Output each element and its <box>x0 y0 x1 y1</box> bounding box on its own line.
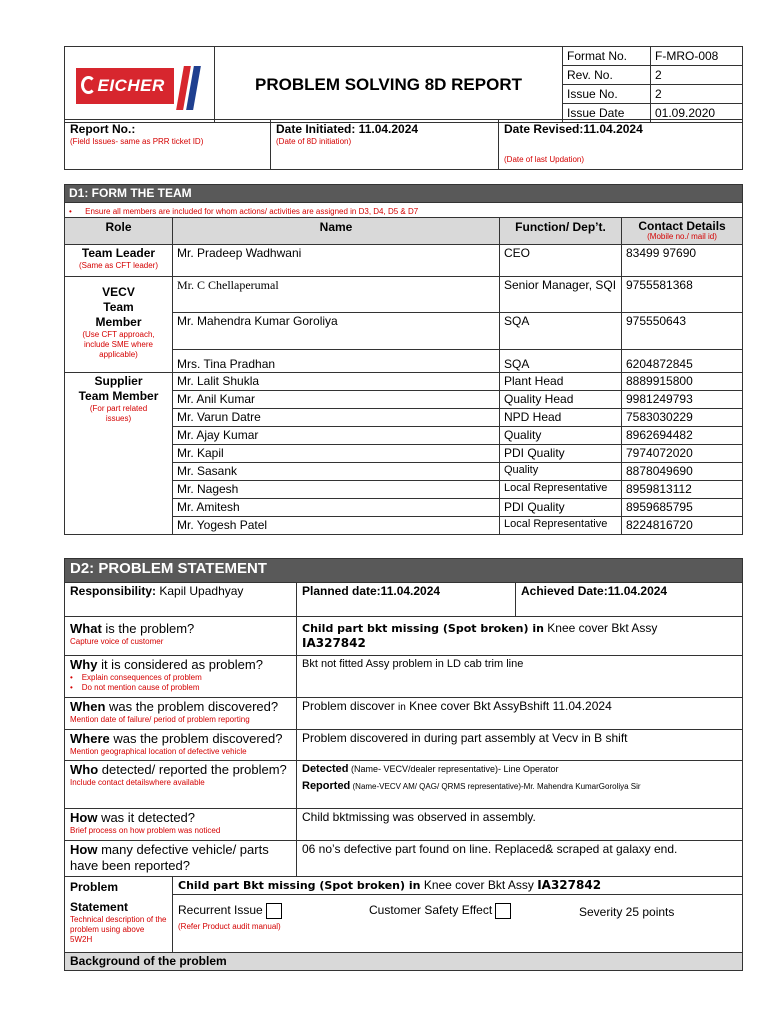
who-answer-cell <box>297 761 743 809</box>
problem-statement-cell <box>173 877 743 953</box>
what-answer-code: IA327842 <box>302 636 366 650</box>
member-name: Mr. Nagesh <box>173 481 500 499</box>
recurrent-issue-label: Recurrent Issue <box>178 903 263 918</box>
how-many-answer: 06 no’s defective part found on line. Replaced& scraped at galaxy end. <box>297 841 743 877</box>
col-contact-note: (Mobile no./ mail id) <box>647 232 717 241</box>
recurrent-note: (Refer Product audit manual) <box>178 922 281 931</box>
detected-label: Detected <box>302 763 349 775</box>
member-name: Mr. Anil Kumar <box>173 391 500 409</box>
how-question-cell <box>65 809 297 841</box>
team-leader-contact: 83499 97690 <box>622 245 743 277</box>
responsibility-label: Responsibility: <box>70 584 157 598</box>
table-row <box>65 277 743 313</box>
supplier-note: (For part related issues) <box>89 404 148 423</box>
issue-date-label: Issue Date <box>563 104 651 123</box>
table-row <box>65 373 743 391</box>
member-contact: 7583030229 <box>622 409 743 427</box>
member-name: Mr. Mahendra Kumar Goroliya <box>173 313 500 350</box>
detected-note: (Name- VECV/dealer representative)- Line Operator <box>348 764 559 774</box>
how-many-question-cell <box>65 841 297 877</box>
statement-rest: Knee cover Bkt Assy <box>420 878 538 892</box>
who-w: Who <box>70 762 99 777</box>
why-note-2: Do not mention cause of problem <box>81 683 200 692</box>
when-q: was the problem discovered? <box>105 699 279 714</box>
report-no-cell <box>65 120 271 170</box>
eicher-logo: EICHER <box>76 64 204 106</box>
d1-note: Ensure all members are included for whom actions/ activities are assigned in D3, D4, D5 & D7 <box>85 207 419 216</box>
date-initiated-cell <box>271 120 499 170</box>
rev-no-label: Rev. No. <box>563 66 651 85</box>
team-leader-function: CEO <box>500 245 622 277</box>
team-leader-name: Mr. Pradeep Wadhwani <box>173 245 500 277</box>
member-name: Mr. Sasank <box>173 463 500 481</box>
member-contact: 7974072020 <box>622 445 743 463</box>
statement-note: Technical description of the problem using above 5W2H <box>70 915 167 944</box>
member-contact: 8878049690 <box>622 463 743 481</box>
responsibility-value: Kapil Upadhyay <box>159 584 244 598</box>
what-w: What <box>70 621 102 636</box>
team-leader-row <box>65 245 743 277</box>
format-no-label: Format No. <box>563 47 651 66</box>
col-contact-label: Contact Details <box>638 219 726 233</box>
statement-bold: Child part Bkt missing (Spot broken) in <box>178 879 421 892</box>
d2-heading: D2: PROBLEM STATEMENT <box>65 559 743 583</box>
member-name: Mr. Amitesh <box>173 499 500 517</box>
d2-problem-table <box>64 558 743 971</box>
severity: Severity 25 points <box>579 905 675 919</box>
member-function: Quality Head <box>500 391 622 409</box>
member-name: Mr. C Chellaperumal <box>173 277 500 313</box>
what-note: Capture voice of customer <box>70 637 164 646</box>
d1-note-row: • Ensure all members are included for whom actions/ activities are assigned in D3, D4, D5 & D7 <box>65 203 743 218</box>
member-name: Mr. Kapil <box>173 445 500 463</box>
date-initiated-note: (Date of 8D initiation) <box>276 137 352 146</box>
when-answer-1: Problem discover <box>302 699 399 713</box>
issue-date-value: 01.09.2020 <box>651 104 743 123</box>
statement-label-1: Problem <box>70 880 119 894</box>
member-function: Senior Manager, SQI <box>500 277 622 313</box>
date-revised-cell <box>499 120 743 170</box>
member-name: Mr. Varun Datre <box>173 409 500 427</box>
why-w: Why <box>70 657 98 672</box>
where-answer: Problem discovered in during part assembly at Vecv in B shift <box>297 730 743 761</box>
member-contact: 9755581368 <box>622 277 743 313</box>
member-function: Quality <box>500 427 622 445</box>
team-leader-role: Team Leader <box>81 246 156 260</box>
statement-label-2: Statement <box>70 900 129 914</box>
member-contact: 9981249793 <box>622 391 743 409</box>
why-q: it is considered as problem? <box>97 657 263 672</box>
member-function: Quality <box>500 463 622 481</box>
safety-effect-label: Customer Safety Effect <box>369 903 493 918</box>
member-function: NPD Head <box>500 409 622 427</box>
member-name: Mr. Ajay Kumar <box>173 427 500 445</box>
member-name: Mr. Lalit Shukla <box>173 373 500 391</box>
member-contact: 8224816720 <box>622 517 743 535</box>
when-note: Mention date of failure/ period of problem reporting <box>70 715 250 724</box>
col-function: Function/ Dep’t. <box>500 218 622 245</box>
member-function: Plant Head <box>500 373 622 391</box>
vecv-role: VECV Team Member <box>95 285 142 329</box>
date-revised: Date Revised:11.04.2024 <box>504 122 643 136</box>
date-initiated: Date Initiated: 11.04.2024 <box>276 122 419 136</box>
achieved-date: Achieved Date:11.04.2024 <box>516 583 743 617</box>
vecv-note: (Use CFT approach, include SME where applicable) <box>82 330 155 359</box>
member-contact: 8959813112 <box>622 481 743 499</box>
who-note: Include contact detailswhere available <box>70 778 205 787</box>
problem-statement-label-cell <box>65 877 173 953</box>
member-contact: 8959685795 <box>622 499 743 517</box>
report-info-table <box>64 119 743 170</box>
why-answer: Bkt not fitted Assy problem in LD cab trim line <box>297 656 743 698</box>
how-many-q: many defective vehicle/ parts have been reported? <box>70 842 269 873</box>
why-question-cell: Why it is considered as problem? • Explain consequences of problem • Do not mention cause of problem <box>65 656 297 698</box>
why-note-1: Explain consequences of problem <box>81 673 202 682</box>
when-answer-cell <box>297 698 743 730</box>
how-many-w: How <box>70 842 98 857</box>
where-note: Mention geographical location of defective vehicle <box>70 747 247 756</box>
how-note: Brief process on how problem was noticed <box>70 826 221 835</box>
report-no-label: Report No.: <box>70 122 136 136</box>
reported-note: (Name-VECV AM/ QAG/ QRMS representative)-Mr. Mahendra KumarGoroliya Sir <box>350 782 641 791</box>
member-contact: 8962694482 <box>622 427 743 445</box>
what-question-cell <box>65 617 297 656</box>
team-leader-note: (Same as CFT leader) <box>79 261 158 270</box>
member-function: SQA <box>500 350 622 373</box>
how-answer: Child bktmissing was observed in assembly. <box>297 809 743 841</box>
member-name: Mr. Yogesh Patel <box>173 517 500 535</box>
member-contact: 975550643 <box>622 313 743 350</box>
how-w: How <box>70 810 98 825</box>
col-name: Name <box>173 218 500 245</box>
issue-no-value: 2 <box>651 85 743 104</box>
d1-heading: D1: FORM THE TEAM <box>65 185 743 203</box>
what-answer-bold: Child part bkt missing (Spot broken) in <box>302 622 544 635</box>
logo-cell <box>65 47 215 123</box>
page-title: PROBLEM SOLVING 8D REPORT <box>215 47 563 123</box>
member-name: Mrs. Tina Pradhan <box>173 350 500 373</box>
member-contact: 6204872845 <box>622 350 743 373</box>
member-function: PDI Quality <box>500 445 622 463</box>
where-q: was the problem discovered? <box>109 731 283 746</box>
safety-effect-checkbox[interactable] <box>495 903 511 919</box>
member-function: Local Representative <box>500 481 622 499</box>
member-function: PDI Quality <box>500 499 622 517</box>
supplier-role: Supplier Team Member <box>78 374 159 403</box>
issue-no-label: Issue No. <box>563 85 651 104</box>
who-question-cell <box>65 761 297 809</box>
col-contact <box>622 218 743 245</box>
col-role: Role <box>65 218 173 245</box>
when-question-cell <box>65 698 297 730</box>
what-answer-rest: Knee cover Bkt Assy <box>543 621 658 635</box>
member-function: Local Representative <box>500 517 622 535</box>
what-q: is the problem? <box>101 621 195 636</box>
reported-label: Reported <box>302 780 351 792</box>
format-no-value: F-MRO-008 <box>651 47 743 66</box>
member-function: SQA <box>500 313 622 350</box>
date-revised-note: (Date of last Updation) <box>504 155 585 164</box>
report-no-note: (Field Issues- same as PRR ticket ID) <box>70 137 204 146</box>
who-q: detected/ reported the problem? <box>98 762 287 777</box>
when-answer-2: Knee cover Bkt AssyBshift 11.04.2024 <box>405 699 612 713</box>
header-table <box>64 46 743 123</box>
planned-date: Planned date:11.04.2024 <box>297 583 516 617</box>
where-w: Where <box>70 731 110 746</box>
when-w: When <box>70 699 106 714</box>
when-answer-small: in <box>398 702 406 713</box>
statement-code: IA327842 <box>537 878 602 892</box>
where-question-cell <box>65 730 297 761</box>
swirl-icon <box>81 76 96 94</box>
responsibility-cell <box>65 583 297 617</box>
member-contact: 8889915800 <box>622 373 743 391</box>
background-heading: Background of the problem <box>65 953 743 971</box>
what-answer-cell <box>297 617 743 656</box>
rev-no-value: 2 <box>651 66 743 85</box>
how-q: was it detected? <box>97 810 196 825</box>
d1-team-table <box>64 184 743 535</box>
recurrent-issue-checkbox[interactable] <box>266 903 282 919</box>
